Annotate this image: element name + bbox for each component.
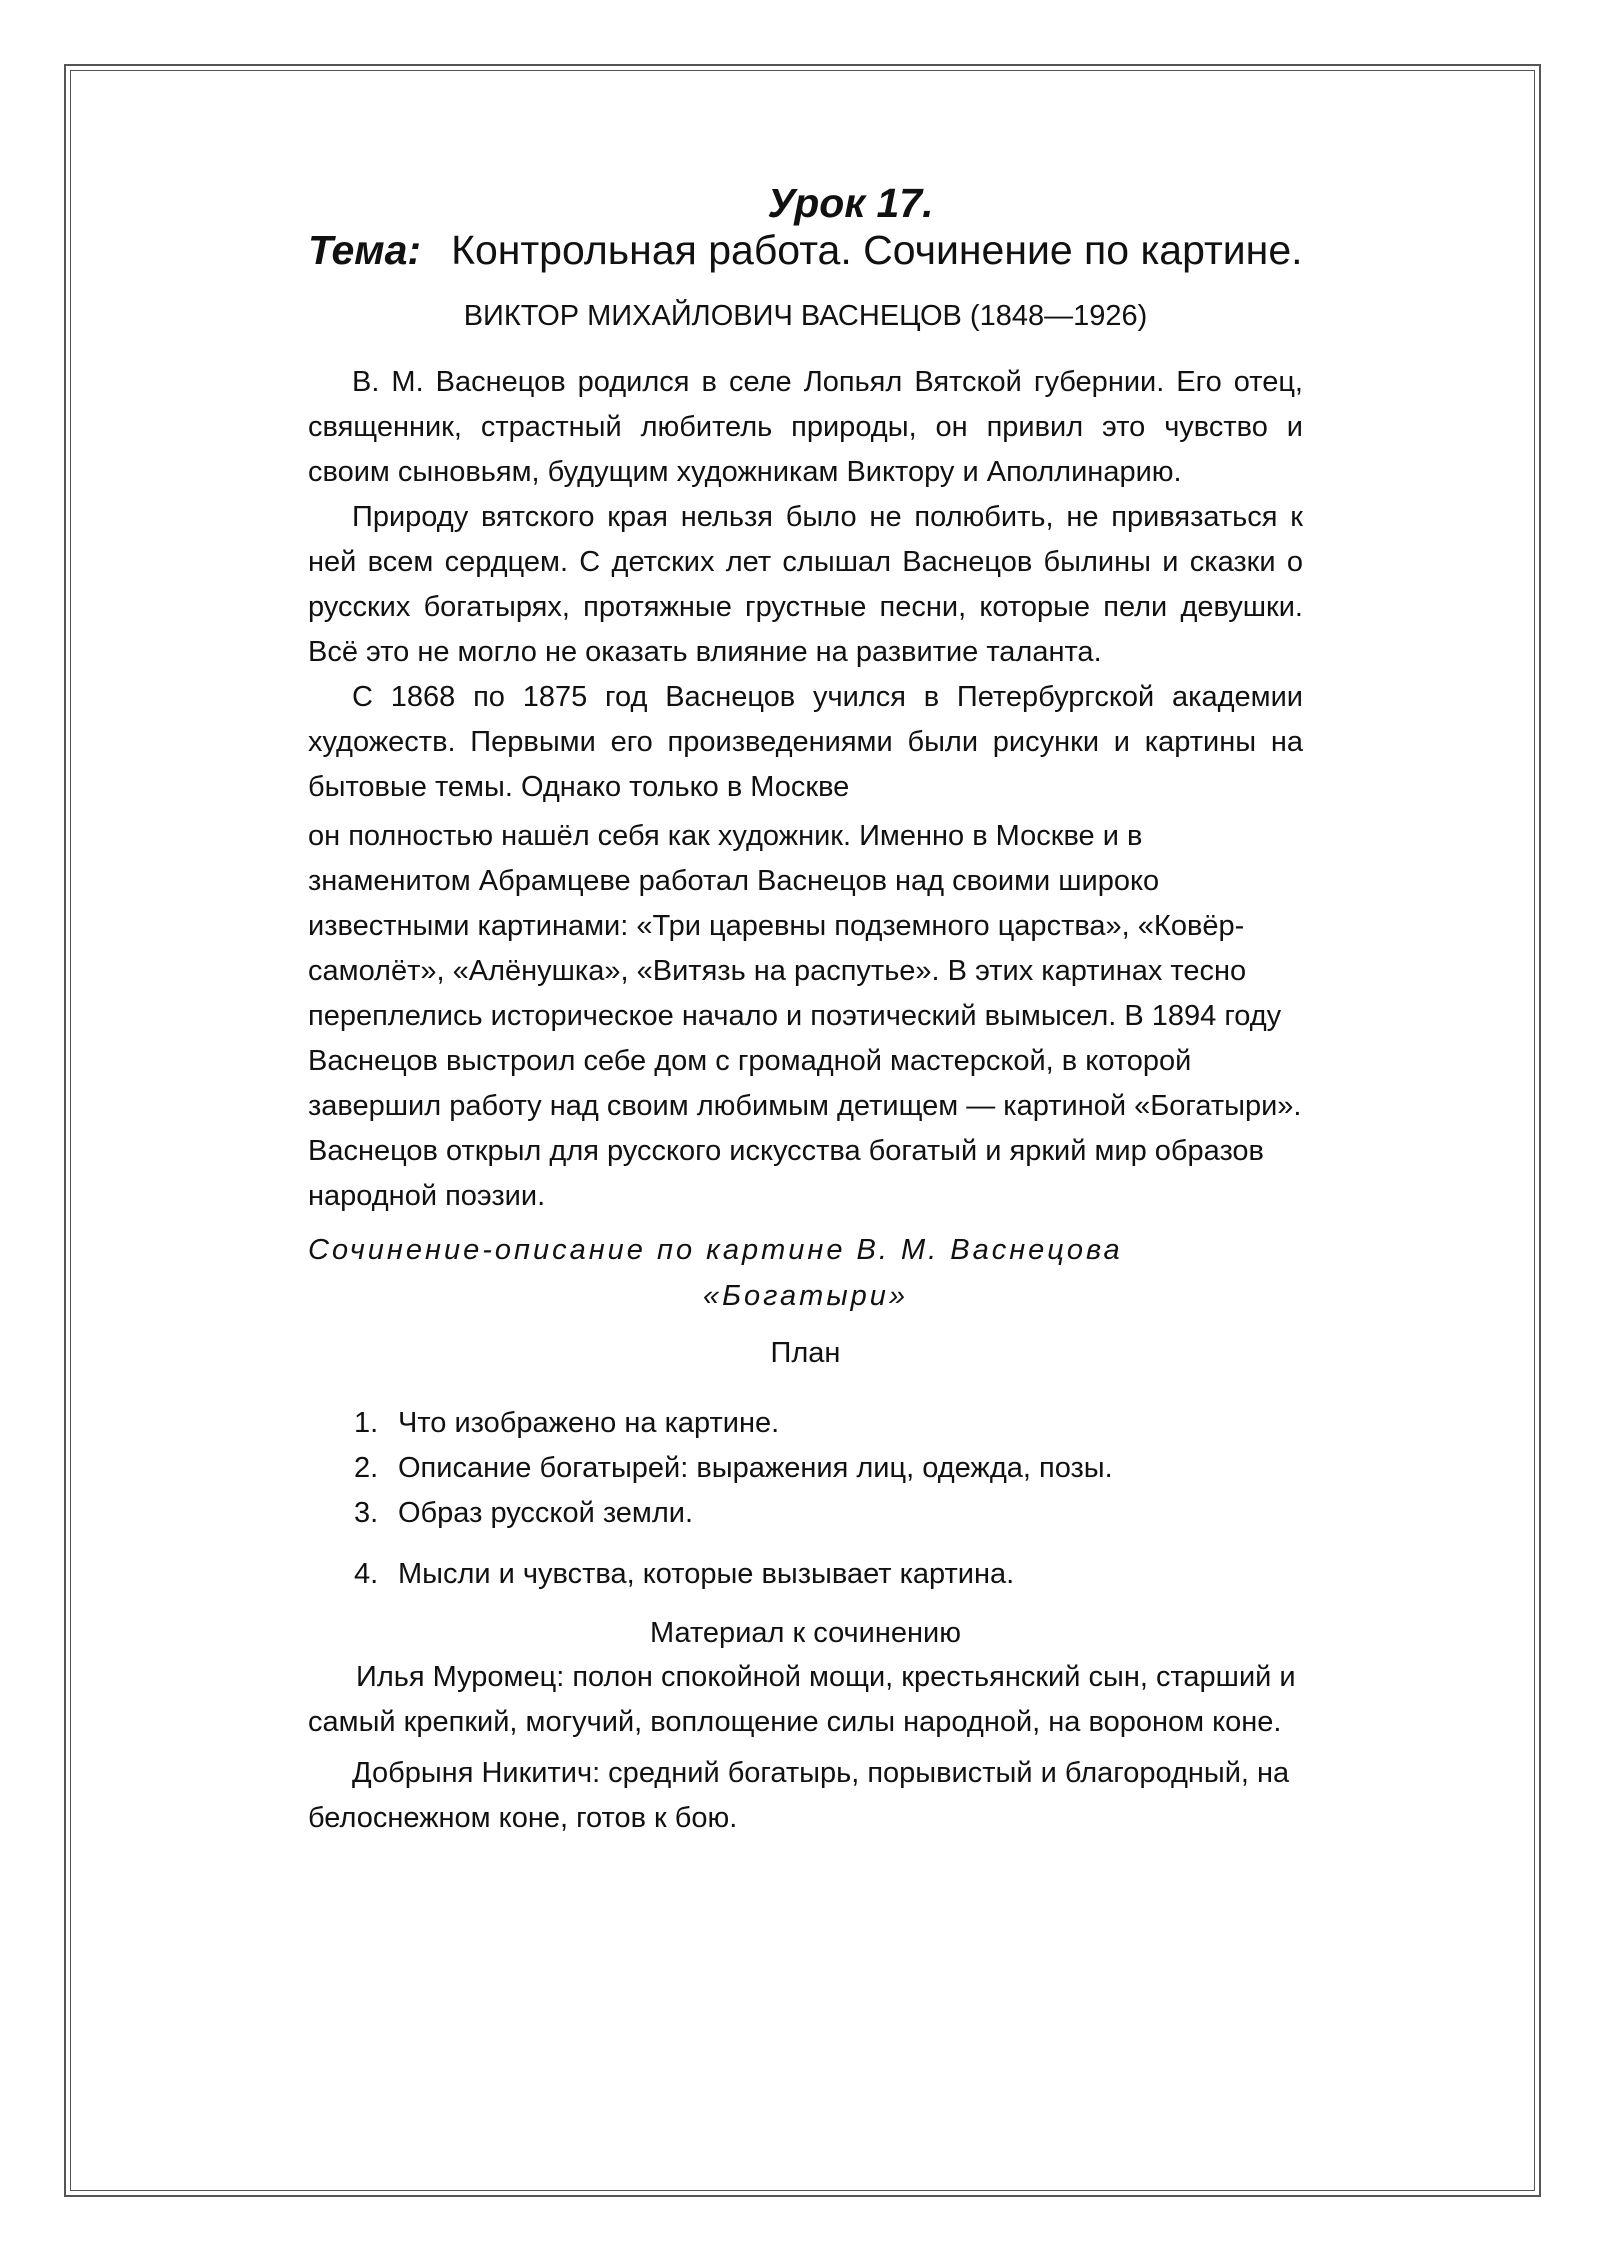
plan-item — [308, 1491, 1303, 1536]
plan-item-text: Мысли и чувства, которые вызывает картина. — [398, 1558, 1015, 1590]
plan-item-number: 1. — [354, 1407, 379, 1439]
material-heading: Материал к сочинению — [650, 1617, 961, 1649]
biography-paragraph-1: В. М. Васнецов родился в селе Лопьял Вятской губернии. Его отец, священник, страстный любитель природы, он привил это чувство и своим сыновьям, будущим художникам Виктору и Аполлинарию. — [308, 366, 1303, 488]
plan-item-number: 2. — [354, 1452, 379, 1484]
plan-item — [308, 1446, 1303, 1491]
lesson-title: Урок 17. — [767, 180, 934, 226]
plan-item-text: Описание богатырей: выражения лиц, одежда, позы. — [398, 1452, 1113, 1484]
plan-item — [308, 1552, 1303, 1597]
material-paragraph-1: Илья Муромец: полон спокойной мощи, крестьянский сын, старший и самый крепкий, могучий, воплощение силы народной, на вороном коне. — [308, 1661, 1296, 1738]
plan-item-text: Образ русской земли. — [398, 1497, 694, 1529]
plan-item-text: Что изображено на картине. — [398, 1407, 780, 1439]
topic-label: Тема: — [308, 227, 422, 273]
plan-list — [308, 1401, 1303, 1597]
biography-paragraph-3: С 1868 по 1875 год Васнецов учился в Петербургской академии художеств. Первыми его произведениями были рисунки и картины на бытовые темы. Однако только в Москве — [308, 681, 1303, 803]
essay-title-line-1: Сочинение-описание по картине В. М. Васнецова — [308, 1234, 1123, 1266]
document-body — [308, 180, 1303, 1841]
plan-item-number: 3. — [354, 1497, 379, 1529]
biography-paragraph-4: он полностью нашёл себя как художник. Именно в Москве и в знаменитом Абрамцеве работал Васнецов над своими широко известными картинами: «Три царевны подземного царства», «Ковёр-самолёт», «Алёнушка», «Витязь на распутье». В этих картинах тесно переплелись историческое начало и поэтический вымысел. В 1894 году Васнецов выстроил себе дом с громадной мастерской, в которой завершил работу над своим любимым детищем — картиной «Богатыри». Васнецов открыл для русского искусства богатый и яркий мир образов народной поэзии. — [308, 820, 1302, 1212]
biography-paragraph-2: Природу вятского края нельзя было не полюбить, не привязаться к ней всем сердцем. С детских лет слышал Васнецов былины и сказки о русских богатырях, протяжные грустные песни, которые пели девушки. Всё это не могло не оказать влияние на развитие таланта. — [308, 501, 1303, 668]
plan-heading: План — [770, 1337, 841, 1369]
biography-subtitle: ВИКТОР МИХАЙЛОВИЧ ВАСНЕЦОВ (1848—1926) — [463, 300, 1148, 332]
essay-title-line-2: «Богатыри» — [702, 1280, 909, 1312]
material-paragraph-2: Добрыня Никитич: средний богатырь, порывистый и благородный, на белоснежном коне, готов к бою. — [308, 1757, 1290, 1834]
topic-line — [308, 226, 1303, 274]
plan-item-number: 4. — [354, 1558, 379, 1590]
topic-text: Контрольная работа. Сочинение по картине. — [451, 227, 1303, 273]
plan-item — [308, 1401, 1303, 1446]
